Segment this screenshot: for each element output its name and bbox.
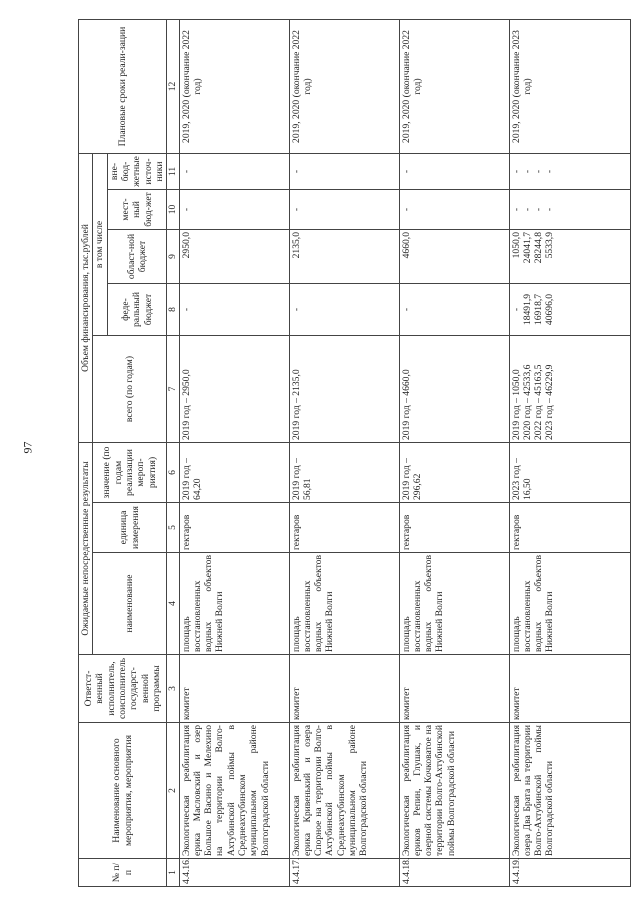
header-federal: феде-ральный бюджет <box>107 284 167 336</box>
result-value: 2019 год – 56,81 <box>289 443 399 503</box>
extrabudget-sources-value: - <box>180 169 192 174</box>
result-name: площадь восстановленных водных объектов Нижней Волги <box>399 553 509 655</box>
total-amount <box>179 336 289 443</box>
local-budget-value: - <box>290 207 302 212</box>
header-regional: област-ной бюджет <box>107 230 167 284</box>
row-number: 4.4.17. <box>289 859 399 887</box>
result-unit: гектаров <box>509 503 630 553</box>
local-budget <box>179 190 289 230</box>
total-amount <box>289 336 399 443</box>
row-number: 4.4.19. <box>509 859 630 887</box>
implementation-terms: 2019, 2020 (окончание 2022 год) <box>399 20 509 154</box>
header-total: всего (по годам) <box>93 336 167 443</box>
page-number: 97 <box>20 441 35 454</box>
responsible-executor: комитет <box>289 655 399 723</box>
result-unit: гектаров <box>179 503 289 553</box>
federal-budget-value: - <box>290 307 302 312</box>
table-row <box>179 20 289 887</box>
local-budget-value: - <box>180 207 192 212</box>
column-number: 2 <box>167 723 179 859</box>
header-result-value: значение (по годам реализации мероп-риятия) <box>93 443 167 503</box>
regional-budget-value: 28244,8 <box>533 232 545 264</box>
header-executor: Ответст-венный исполнитель, соисполнитель государст-венной программы <box>79 655 167 723</box>
extrabudget-sources-value: - <box>521 169 533 174</box>
regional-budget-value: 2950,0 <box>180 232 192 259</box>
result-value: 2023 год – 16,50 <box>509 443 630 503</box>
column-number: 12 <box>167 20 179 154</box>
implementation-terms: 2019, 2020 (окончание 2022 год) <box>289 20 399 154</box>
responsible-executor: комитет <box>179 655 289 723</box>
extrabudget-sources-value: - <box>533 169 545 174</box>
column-number: 1 <box>167 859 179 887</box>
rotated-table-container <box>78 20 640 887</box>
total-amount-value: 2019 год – 2950,0 <box>180 369 192 440</box>
local-budget <box>509 190 630 230</box>
table-row <box>289 20 399 887</box>
column-number: 9 <box>167 230 179 284</box>
extrabudget-sources <box>289 154 399 190</box>
local-budget-value: - <box>521 207 533 212</box>
header-local: мест-ный бюд-жет <box>107 190 167 230</box>
local-budget-value: - <box>400 207 412 212</box>
extrabudget-sources-value: - <box>290 169 302 174</box>
federal-budget <box>399 284 509 336</box>
header-extrabudget: вне-бюд-жетные источ-ники <box>107 154 167 190</box>
table-row <box>399 20 509 887</box>
extrabudget-sources <box>399 154 509 190</box>
extrabudget-sources-value: - <box>400 169 412 174</box>
row-number: 4.4.16. <box>179 859 289 887</box>
federal-budget <box>179 284 289 336</box>
responsible-executor: комитет <box>509 655 630 723</box>
total-amount-value: 2019 год – 4660,0 <box>400 369 412 440</box>
implementation-terms: 2019, 2020 (окончание 2023 год) <box>509 20 630 154</box>
column-number: 3 <box>167 655 179 723</box>
table-row <box>509 20 630 887</box>
extrabudget-sources <box>179 154 289 190</box>
result-unit: гектаров <box>399 503 509 553</box>
federal-budget-value: 40696,0 <box>544 293 556 326</box>
result-name: площадь восстановленных водных объектов Нижней Волги <box>289 553 399 655</box>
regional-budget-value: 1050,0 <box>510 232 522 259</box>
column-number: 10 <box>167 190 179 230</box>
extrabudget-sources-value: - <box>510 169 522 174</box>
federal-budget-value: - <box>400 307 412 312</box>
column-number: 4 <box>167 553 179 655</box>
column-number: 11 <box>167 154 179 190</box>
total-amount-value: 2023 год – 46229,9 <box>544 364 556 440</box>
regional-budget-value: 4660,0 <box>400 232 412 259</box>
activity-name: Экологическая реабилитация озера Два Брата на территории Волго-Ахтубинской поймы Волгоградской области <box>509 723 630 859</box>
header-result-unit: единица измерения <box>93 503 167 553</box>
activity-name: Экологическая реабилитация ерика Масловский и озер Большое Васино и Мелехино на территории Волго-Ахтубинской поймы в Среднеахтубинском муниципальном районе Волгоградской области <box>179 723 289 859</box>
local-budget-value: - <box>544 207 556 212</box>
local-budget <box>289 190 399 230</box>
column-number: 7 <box>167 336 179 443</box>
regional-budget <box>509 230 630 284</box>
header-expected-results: Ожидаемые непосредственные результаты <box>79 443 93 655</box>
extrabudget-sources-value: - <box>544 169 556 174</box>
total-amount-value: 2019 год – 1050,0 <box>510 369 522 440</box>
total-amount <box>509 336 630 443</box>
result-name: площадь восстановленных водных объектов Нижней Волги <box>509 553 630 655</box>
federal-budget <box>289 284 399 336</box>
financing-table <box>78 19 631 887</box>
total-amount-value: 2019 год – 2135,0 <box>290 369 302 440</box>
implementation-terms: 2019, 2020 (окончание 2022 год) <box>179 20 289 154</box>
regional-budget-value: 24041,7 <box>521 232 533 264</box>
local-budget-value: - <box>510 207 522 212</box>
federal-budget-value: 18491,9 <box>521 293 533 326</box>
federal-budget <box>509 284 630 336</box>
regional-budget-value: 2135,0 <box>290 232 302 259</box>
result-unit: гектаров <box>289 503 399 553</box>
header-terms: Плановые сроки реали-зации <box>79 20 167 154</box>
federal-budget-value: - <box>180 307 192 312</box>
column-number: 6 <box>167 443 179 503</box>
row-number: 4.4.18. <box>399 859 509 887</box>
header-name: Наименование основного мероприятия, мероприятия <box>79 723 167 859</box>
total-amount-value: 2022 год – 45163,5 <box>533 364 545 440</box>
activity-name: Экологическая реабилитация ериков Репин, Глушак, и озерной системы Кочковатое на территории Волго-Ахтубинской поймы Волгоградской области <box>399 723 509 859</box>
result-value: 2019 год – 296,62 <box>399 443 509 503</box>
header-including: в том числе <box>93 154 107 336</box>
total-amount <box>399 336 509 443</box>
header-result-name: наименование <box>93 553 167 655</box>
result-value: 2019 год – 64,20 <box>179 443 289 503</box>
result-name: площадь восстановленных водных объектов Нижней Волги <box>179 553 289 655</box>
activity-name: Экологическая реабилитация ерика Кривенький и озера Спорное на территории Волго-Ахтубинской поймы в Среднеахтубинском муниципальном районе Волгоградской области <box>289 723 399 859</box>
local-budget <box>399 190 509 230</box>
regional-budget-value: 5533,9 <box>544 232 556 259</box>
responsible-executor: комитет <box>399 655 509 723</box>
regional-budget <box>289 230 399 284</box>
total-amount-value: 2020 год – 42533,6 <box>521 364 533 440</box>
regional-budget <box>399 230 509 284</box>
header-financing: Объем финансирования, тыс.рублей <box>79 154 93 443</box>
local-budget-value: - <box>533 207 545 212</box>
federal-budget-value: 16918,7 <box>533 293 545 326</box>
column-number: 5 <box>167 503 179 553</box>
column-number: 8 <box>167 284 179 336</box>
header-num: № п/п <box>79 859 167 887</box>
regional-budget <box>179 230 289 284</box>
federal-budget-value: - <box>510 307 522 312</box>
extrabudget-sources <box>509 154 630 190</box>
